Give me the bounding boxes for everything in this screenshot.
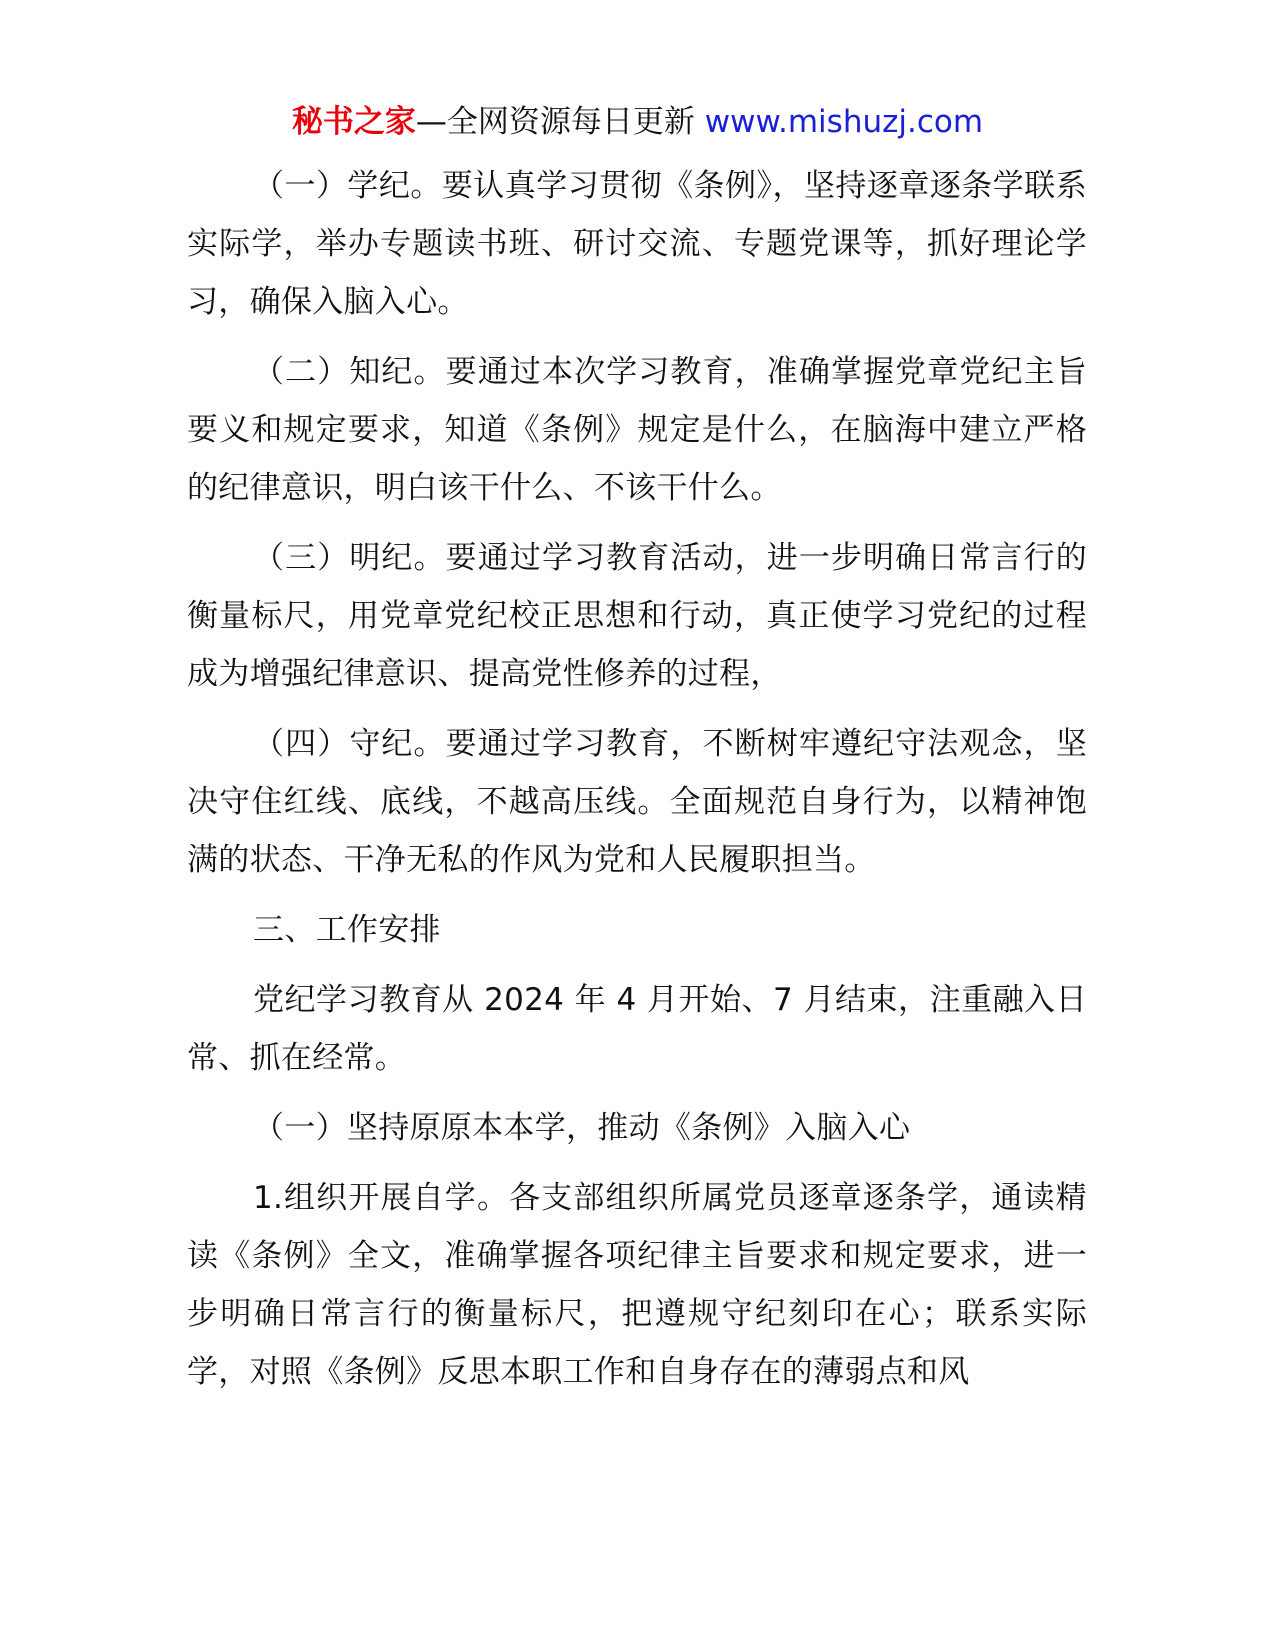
site-url-link[interactable]: www.mishuzj.com: [704, 104, 984, 140]
document-body: [187, 157, 1087, 1413]
paragraph-self-study: 1.组织开展自学。各支部组织所属党员逐章逐条学，通读精读《条例》全文，准确掌握各项纪律主旨要求和规定要求，进一步明确日常言行的衡量标尺，把遵规守纪刻印在心；联系实际学，对照《条例》反思本职工作和自身存在的薄弱点和风: [187, 1180, 1087, 1390]
paragraph-schedule: 党纪学习教育从 2024 年 4 月开始、7 月结束，注重融入日常、抓在经常。: [187, 982, 1087, 1076]
section-heading-work-arrangement: 三、工作安排: [253, 912, 441, 948]
site-header: [0, 100, 1275, 144]
paragraph-understand-discipline: （三）明纪。要通过学习教育活动，进一步明确日常言行的衡量标尺，用党章党纪校正思想和行动，真正使学习党纪的过程成为增强纪律意识、提高党性修养的过程，: [187, 540, 1087, 692]
site-brand: 秘书之家: [291, 104, 416, 140]
paragraph-know-discipline: （二）知纪。要通过本次学习教育，准确掌握党章党纪主旨要义和规定要求，知道《条例》规定是什么，在脑海中建立严格的纪律意识，明白该干什么、不该干什么。: [187, 354, 1087, 506]
paragraph-keep-discipline: （四）守纪。要通过学习教育，不断树牢遵纪守法观念，坚决守住红线、底线，不越高压线。全面规范自身行为，以精神饱满的状态、干净无私的作风为党和人民履职担当。: [187, 726, 1087, 878]
paragraph-study-discipline: （一）学纪。要认真学习贯彻《条例》，坚持逐章逐条学联系实际学，举办专题读书班、研讨交流、专题党课等，抓好理论学习，确保入脑入心。: [187, 168, 1087, 320]
site-slogan: —全网资源每日更新: [415, 104, 695, 140]
subsection-heading-study-original: （一）坚持原原本本学，推动《条例》入脑入心: [253, 1110, 911, 1146]
